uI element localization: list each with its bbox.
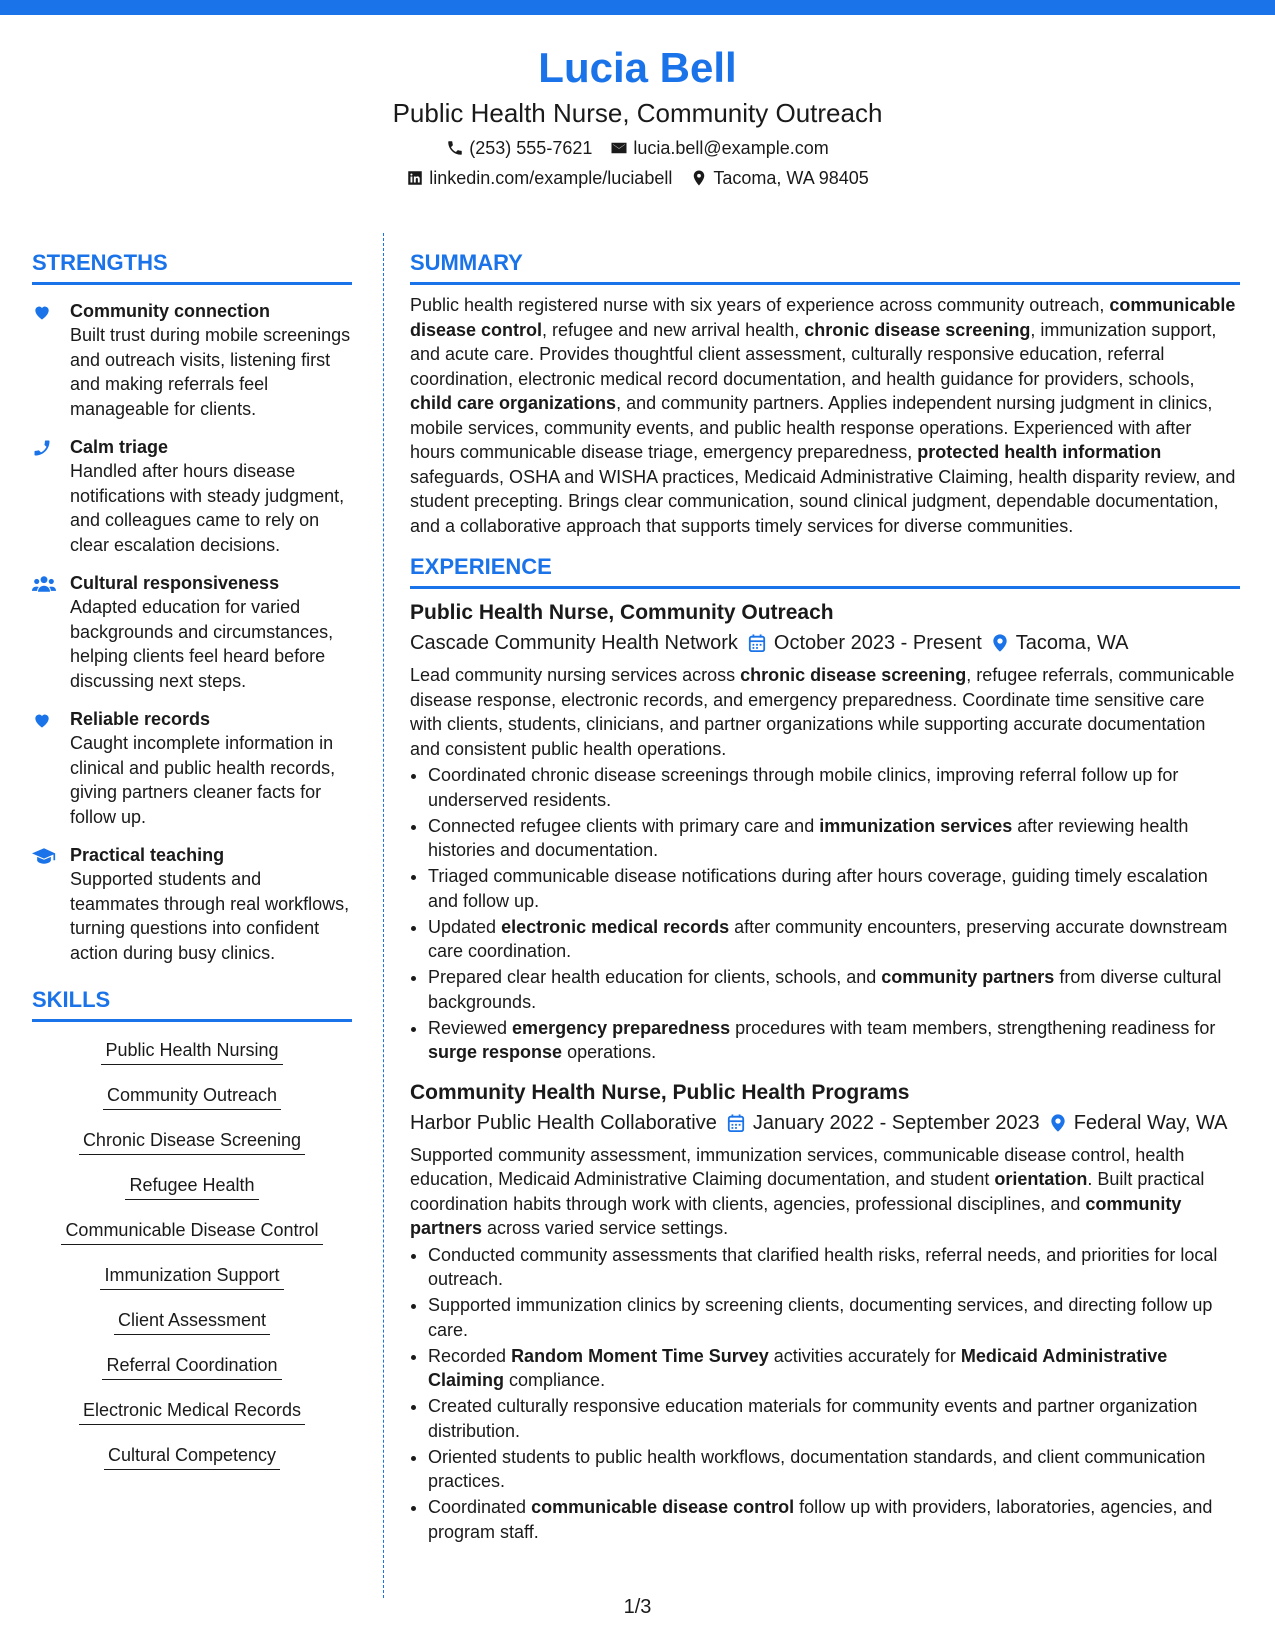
job-location: Federal Way, WA: [1073, 1111, 1228, 1134]
heart-icon: [32, 710, 52, 730]
job-bullets: [410, 763, 1240, 1065]
strength-title: Calm triage: [70, 437, 169, 457]
linkedin-url[interactable]: linkedin.com/example/luciabell: [429, 168, 673, 188]
map-pin-icon: [992, 633, 1008, 653]
skill-item: Communicable Disease Control: [61, 1218, 322, 1245]
list-item: • Supported immunization clinics by screening clients, documenting services, and directing follow up care.: [428, 1293, 1240, 1342]
job-meta: [410, 629, 1240, 657]
strength-item: [32, 707, 352, 829]
skill-item: Client Assessment: [114, 1308, 270, 1335]
candidate-name: Lucia Bell: [538, 44, 737, 91]
calendar-icon: [748, 633, 766, 653]
strength-item: [32, 571, 352, 693]
email-contact[interactable]: [610, 136, 828, 160]
strength-item: [32, 299, 352, 421]
list-item: • Oriented students to public health workflows, documentation standards, and client communication practices.: [428, 1445, 1240, 1494]
location-text: Tacoma, WA 98405: [713, 168, 869, 188]
job-title: Public Health Nurse, Community Outreach: [410, 601, 834, 624]
page-number: 1/3: [623, 1596, 652, 1618]
calendar-icon: [727, 1113, 745, 1133]
job-entry: [410, 599, 1240, 1065]
left-column: [32, 248, 352, 1488]
list-item: • Coordinated chronic disease screenings through mobile clinics, improving referral follow up for underserved residents.: [428, 763, 1240, 812]
job-bullets: [410, 1243, 1240, 1545]
strength-title: Community connection: [70, 301, 271, 321]
location-contact: [690, 166, 868, 190]
strength-item: [32, 843, 352, 965]
strength-title: Cultural responsiveness: [70, 573, 280, 593]
skill-item: Referral Coordination: [102, 1353, 281, 1380]
resume-header: [0, 42, 1275, 190]
linkedin-icon: [406, 169, 424, 187]
list-item: • Recorded Random Moment Time Survey activities accurately for Medicaid Administrative Claiming compliance.: [428, 1344, 1240, 1393]
list-item: • Connected refugee clients with primary care and immunization services after reviewing health histories and documentation.: [428, 814, 1240, 863]
job-entry: [410, 1079, 1240, 1545]
strength-desc: Handled after hours disease notifications with steady judgment, and colleagues came to rely on clear escalation decisions.: [70, 461, 345, 555]
strength-desc: Adapted education for varied backgrounds and circumstances, helping clients feel heard before discussing next steps.: [70, 597, 334, 691]
strength-item: [32, 435, 352, 557]
job-title: Community Health Nurse, Public Health Programs: [410, 1080, 910, 1104]
list-item: • Updated electronic medical records after community encounters, preserving accurate downstream care coordination.: [428, 915, 1240, 964]
column-divider: [383, 233, 384, 1598]
strength-desc: Built trust during mobile screenings and outreach visits, listening first and making referrals feel manageable for clients.: [70, 325, 351, 419]
job-description: Lead community nursing services across chronic disease screening, refugee referrals, communicable disease response, electronic records, and emergency preparedness. Coordinate time sensitive care with clients, students, clinicians, and partner organizations while supporting accurate documentation and consistent public health operations.: [410, 665, 1235, 759]
job-dates: October 2023 - Present: [773, 632, 982, 654]
candidate-role: Public Health Nurse, Community Outreach: [392, 98, 883, 128]
contact-line-1: [0, 136, 1275, 160]
right-column: [410, 248, 1240, 1546]
job-location: Tacoma, WA: [1015, 632, 1129, 654]
map-pin-icon: [1050, 1113, 1066, 1133]
experience-heading: EXPERIENCE: [410, 552, 1240, 589]
contact-line-2: [0, 166, 1275, 190]
summary-text: Public health registered nurse with six years of experience across community outreach, communicable disease control, refugee and new arrival health, chronic disease screening, immunization support, and acute care. Provides thoughtful client assessment, culturally responsive education, referral coordination, electronic medical record documentation, and health guidance for providers, schools, child care organizations, and community partners. Applies independent nursing judgment in clinics, mobile services, community events, and public health response operations. Experienced with after hours communicable disease triage, emergency preparedness, protected health information safeguards, OSHA and WISHA practices, Medicaid Administrative Claiming, health disparity review, and student precepting. Brings clear communication, sound clinical judgment, dependable documentation, and a collaborative approach that supports timely services for diverse communities.: [410, 295, 1236, 536]
list-item: • Prepared clear health education for clients, schools, and community partners from diverse cultural backgrounds.: [428, 965, 1240, 1014]
top-accent-bar: [0, 0, 1275, 15]
skill-item: Chronic Disease Screening: [79, 1128, 305, 1155]
list-item: • Created culturally responsive education materials for community events and partner organization distribution.: [428, 1394, 1240, 1443]
skills-heading: SKILLS: [32, 985, 352, 1022]
strengths-heading: STRENGTHS: [32, 248, 352, 285]
strength-desc: Supported students and teammates through real workflows, turning questions into confident action during busy clinics.: [70, 869, 350, 963]
phone-icon: [32, 438, 52, 458]
list-item: • Triaged communicable disease notifications during after hours coverage, guiding timely escalation and follow up.: [428, 864, 1240, 913]
phone-number: (253) 555-7621: [469, 138, 593, 158]
summary-heading: SUMMARY: [410, 248, 1240, 285]
list-item: • Coordinated communicable disease control follow up with providers, laboratories, agencies, and program staff.: [428, 1495, 1240, 1544]
skill-item: Community Outreach: [103, 1083, 281, 1110]
map-pin-icon: [690, 169, 708, 187]
job-organization: Harbor Public Health Collaborative: [410, 1111, 717, 1134]
graduation-cap-icon: [32, 846, 56, 866]
linkedin-contact[interactable]: [406, 166, 672, 190]
phone-icon: [446, 139, 464, 157]
skill-item: Immunization Support: [100, 1263, 283, 1290]
job-organization: Cascade Community Health Network: [410, 632, 738, 654]
job-meta: [410, 1109, 1240, 1137]
job-description: Supported community assessment, immunization services, communicable disease control, health education, Medicaid Administrative Claiming documentation, and student orientation. Built practical coordination habits through work with clients, agencies, professional disciplines, and community partners across varied service settings.: [410, 1144, 1205, 1238]
email-address[interactable]: lucia.bell@example.com: [633, 138, 829, 158]
heart-icon: [32, 302, 52, 322]
strengths-list: [32, 299, 352, 965]
phone-contact: [446, 136, 592, 160]
strength-title: Practical teaching: [70, 845, 225, 865]
strength-title: Reliable records: [70, 709, 211, 729]
list-item: • Conducted community assessments that clarified health risks, referral needs, and priorities for local outreach.: [428, 1243, 1240, 1292]
skill-item: Cultural Competency: [104, 1443, 280, 1470]
skills-list: [32, 1038, 352, 1488]
skill-item: Electronic Medical Records: [79, 1398, 305, 1425]
users-icon: [32, 574, 56, 594]
skill-item: Public Health Nursing: [101, 1038, 282, 1065]
list-item: • Reviewed emergency preparedness procedures with team members, strengthening readiness for surge response operations.: [428, 1016, 1240, 1065]
envelope-icon: [610, 139, 628, 157]
strength-desc: Caught incomplete information in clinical and public health records, giving partners cleaner facts for follow up.: [70, 733, 336, 827]
job-dates: January 2022 - September 2023: [752, 1111, 1040, 1134]
skill-item: Refugee Health: [125, 1173, 258, 1200]
